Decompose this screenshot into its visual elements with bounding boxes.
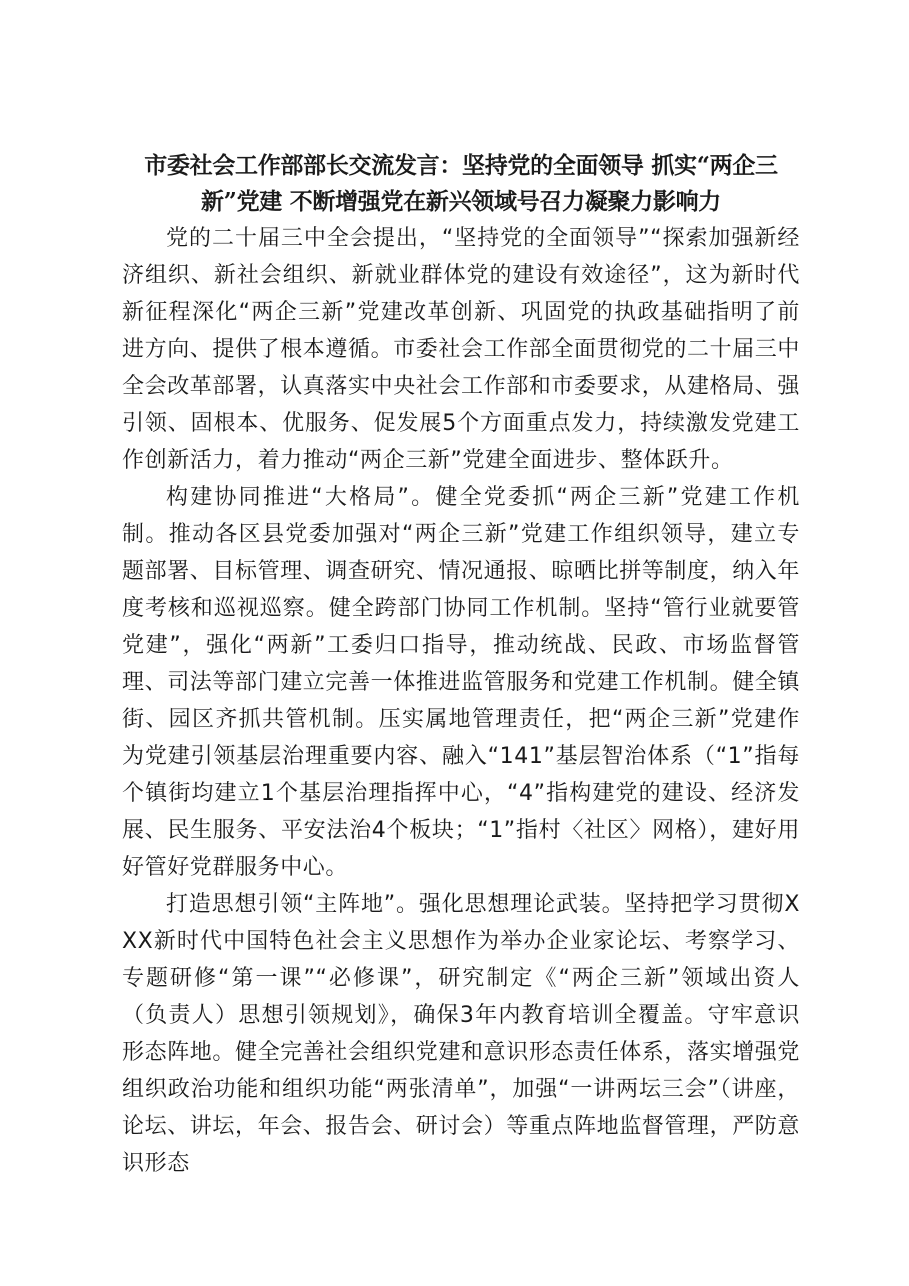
paragraph-big-pattern: 构建协同推进“大格局”。健全党委抓“两企三新”党建工作机制。推动各区县党委加强对“两企三新”党建工作组织领导，建立专题部署、目标管理、调查研究、情况通报、晾晒比拼等制度，纳入年度考核和巡视巡察。健全跨部门协同工作机制。坚持“管行业就要管党建”，强化“两新”工委归口指导，推动统战、民政、市场监督管理、司法等部门建立完善一体推进监管服务和党建工作机制。健全镇街、园区齐抓共管机制。压实属地管理责任，把“两企三新”党建作为党建引领基层治理重要内容、融入“141”基层智治体系（“1”指每个镇街均建立1个基层治理指挥中心，“4”指构建党的建设、经济发展、民生服务、平安法治4个板块；“1”指村〈社区〉网格），建好用好管好党群服务中心。 — [122, 485, 801, 880]
paragraph-intro: 党的二十届三中全会提出，“坚持党的全面领导”“探索加强新经济组织、新社会组织、新就业群体党的建设有效途径”，这为新时代新征程深化“两企三新”党建改革创新、巩固党的执政基础指明了前进方向、提供了根本遵循。市委社会工作部全面贯彻党的二十届三中全会改革部署，认真落实中央社会工作部和市委要求，从建格局、强引领、固根本、优服务、促发展5个方面重点发力，持续激发党建工作创新活力，着力推动“两企三新”党建全面进步、整体跃升。 — [122, 226, 801, 473]
document-title: 市委社会工作部部长交流发言：坚持党的全面领导 抓实“两企三新”党建 不断增强党在新兴领域号召力凝聚力影响力 — [144, 152, 778, 215]
paragraph-ideological-guidance: 打造思想引领“主阵地”。强化思想理论武装。坚持把学习贯彻XXX新时代中国特色社会主义思想作为举办企业家论坛、考察学习、专题研修“第一课”“必修课”，研究制定《“两企三新”领域出资人（负责人）思想引领规划》，确保3年内教育培训全覆盖。守牢意识形态阵地。健全完善社会组织党建和意识形态责任体系，落实增强党组织政治功能和组织功能“两张清单”，加强“一讲两坛三会”（讲座，论坛、讲坛，年会、报告会、研讨会）等重点阵地监督管理，严防意识形态 — [122, 892, 801, 1176]
document-body — [122, 148, 800, 1182]
